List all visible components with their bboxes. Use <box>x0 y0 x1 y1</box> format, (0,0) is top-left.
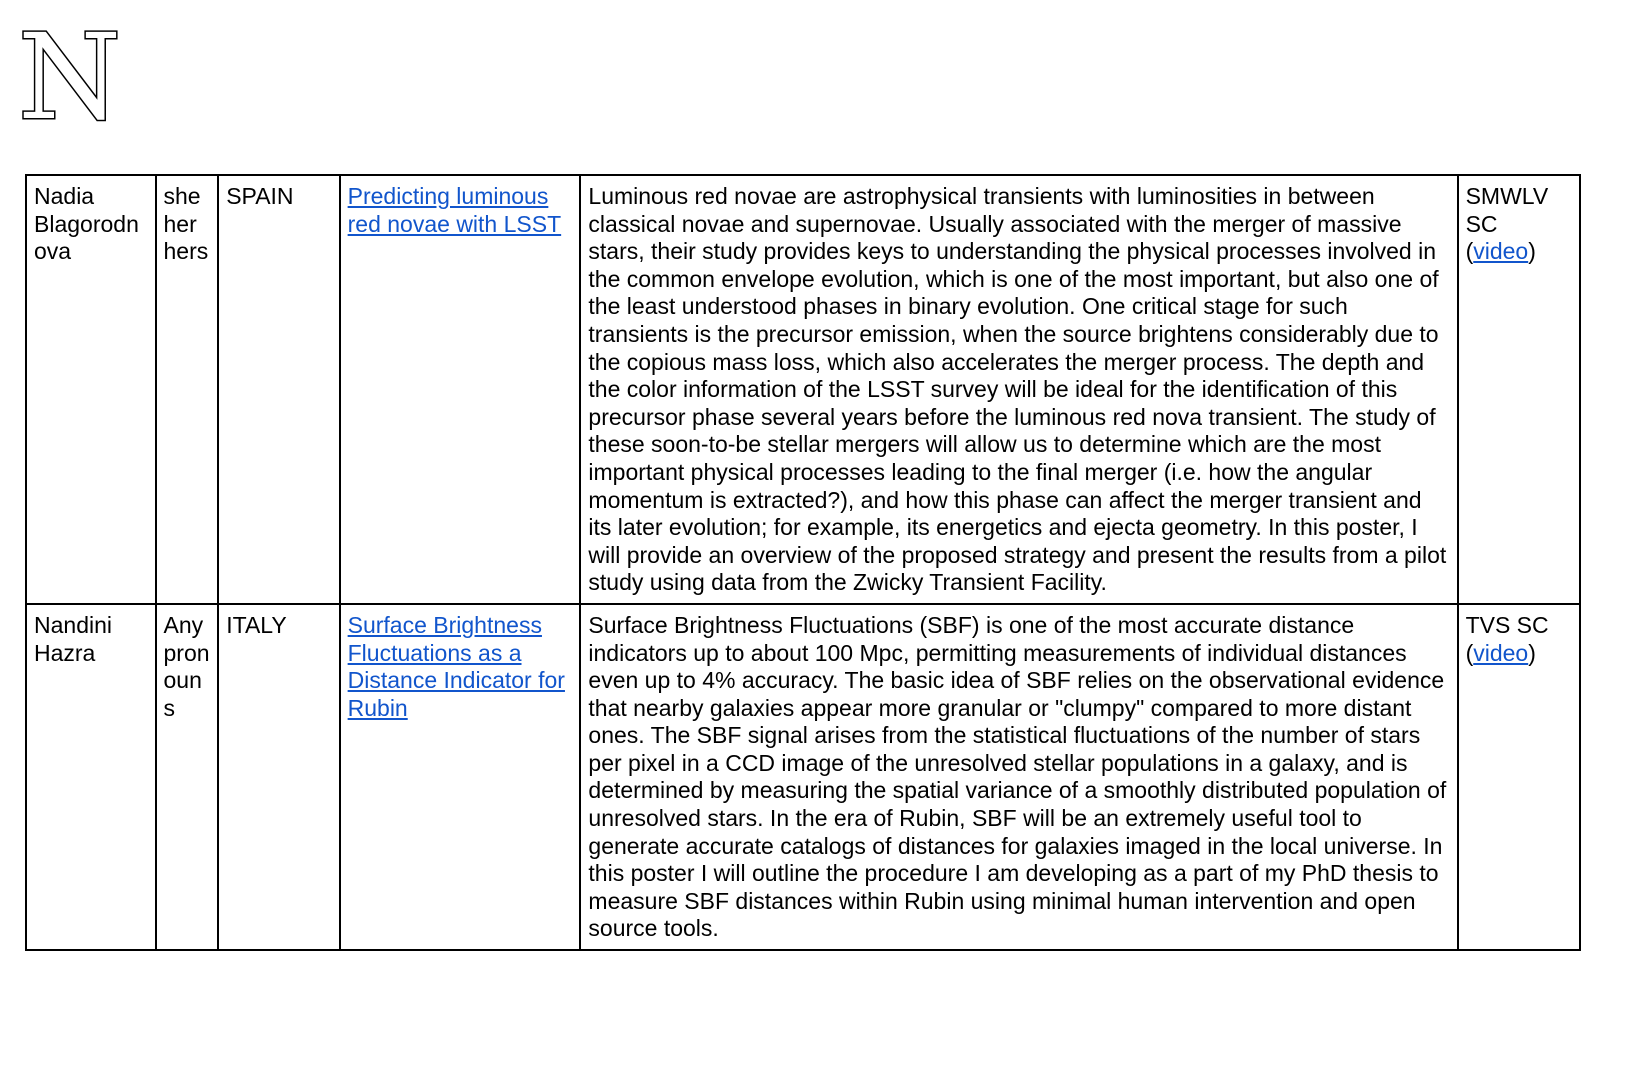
presenter-country: ITALY <box>218 604 339 950</box>
table-row <box>26 604 1580 950</box>
table-row <box>26 175 1580 604</box>
poster-title-link[interactable]: Surface Brightness Fluctuations as a Distance Indicator for Rubin <box>347 611 565 721</box>
poster-title-link[interactable]: Predicting luminous red novae with LSST <box>347 183 562 237</box>
paren-close: ) <box>1528 639 1536 666</box>
presenter-pronouns: she her hers <box>156 175 219 604</box>
collaboration-cell <box>1458 175 1580 604</box>
poster-title-cell <box>340 604 581 950</box>
poster-abstract: Surface Brightness Fluctuations (SBF) is one of the most accurate distance indicators up to about 100 Mpc, permitting measurements of individual distances even up to 4% accuracy. The basic idea of SBF relies on the observational evidence that nearby galaxies appear more granular or "clumpy" compared to more distant ones. The SBF signal arises from the statistical fluctuations of the number of stars per pixel in a CCD image of the unresolved stellar populations in a galaxy, and is determined by measuring the spatial variance of a smoothly distributed population of unresolved stars. In the era of Rubin, SBF will be an extremely useful tool to generate accurate catalogs of distances for galaxies imaged in the local universe. In this poster I will outline the procedure I am developing as a part of my PhD thesis to measure SBF distances within Rubin using minimal human intervention and open source tools. <box>580 604 1457 950</box>
paren-open: ( <box>1465 238 1474 265</box>
collaboration-name: SMWLV SC <box>1465 183 1549 237</box>
presenter-country: SPAIN <box>218 175 339 604</box>
video-link[interactable]: video <box>1473 639 1529 666</box>
section-letter: N <box>18 8 122 146</box>
collaboration-name: TVS SC <box>1465 611 1549 638</box>
video-link[interactable]: video <box>1473 238 1529 265</box>
presenter-pronouns: Any pronouns <box>156 604 219 950</box>
presenter-name: Nadia Blagorodnova <box>26 175 156 604</box>
poster-table <box>25 174 1581 951</box>
paren-open: ( <box>1465 639 1474 666</box>
collaboration-cell <box>1458 604 1580 950</box>
poster-title-cell <box>340 175 581 604</box>
paren-close: ) <box>1528 238 1536 265</box>
poster-abstract: Luminous red novae are astrophysical transients with luminosities in between classical novae and supernovae. Usually associated with the merger of massive stars, their study provides keys to understanding the physical processes involved in the common envelope evolution, which is one of the most important, but also one of the least understood phases in binary evolution. One critical stage for such transients is the precursor emission, when the source brightens considerably due to the copious mass loss, which also accelerates the merger process. The depth and the color information of the LSST survey will be ideal for the identification of this precursor phase several years before the luminous red nova transient. The study of these soon-to-be stellar mergers will allow us to determine which are the most important physical processes leading to the final merger (i.e. how the angular momentum is extracted?), and how this phase can affect the merger transient and its later evolution; for example, its energetics and ejecta geometry. In this poster, I will provide an overview of the proposed strategy and present the results from a pilot study using data from the Zwicky Transient Facility. <box>580 175 1457 604</box>
presenter-name: Nandini Hazra <box>26 604 156 950</box>
